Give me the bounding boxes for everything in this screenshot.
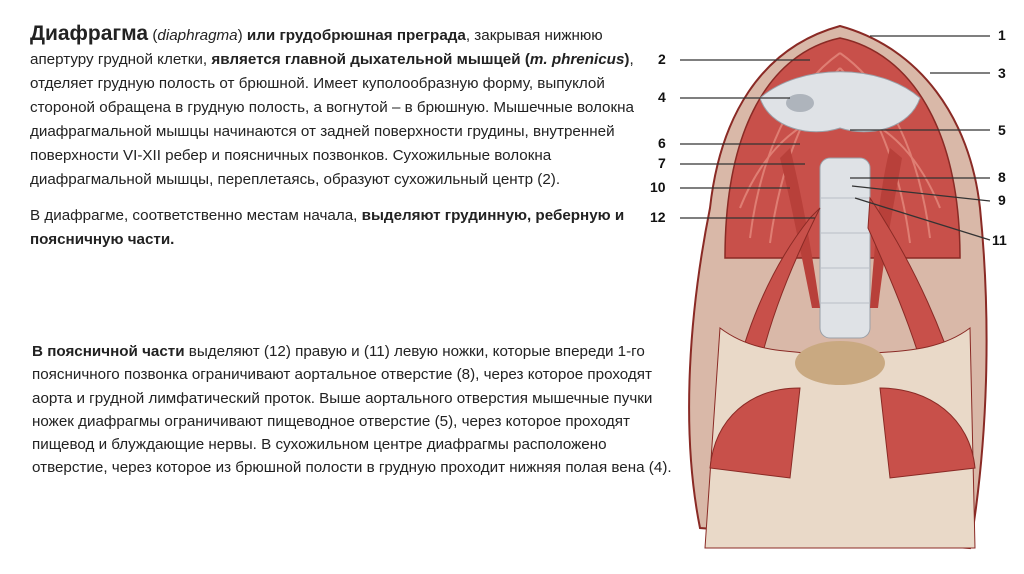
label-1: 1 (998, 27, 1006, 43)
text-column (30, 22, 640, 252)
label-7: 7 (658, 155, 666, 171)
latin-paren-close: ) (237, 27, 243, 44)
label-4: 4 (658, 89, 666, 105)
label-9: 9 (998, 192, 1006, 208)
intro-bold-close: ) (624, 51, 630, 68)
intro-bold-1: является главной дыхательной мышцей ( (211, 51, 530, 68)
label-12: 12 (650, 209, 666, 225)
lumbar-bold: В поясничной части (32, 343, 185, 360)
label-10: 10 (650, 179, 666, 195)
parts-bold: выделяют грудинную, реберную и поясничную части. (30, 207, 625, 248)
paragraph-lumbar-part (32, 340, 672, 480)
intro-latin-phrenicus: m. phrenicus (529, 51, 625, 68)
paragraph-parts (30, 204, 640, 252)
paragraph-diaphragm-intro (30, 22, 640, 192)
lumbar-text: выделяют (12) правую и (11) левую ножки, которые впереди 1-го поясничного позвонка ограничивают аортальное отверстие (8), через которое проходят аорта и грудной лимфатический проток. Выше аортального отверстия мышечные пучки ножек диафрагмы ограничивают пищеводное отверстие (5), через которое проходят пищевод и блуждающие нервы. В сухожильном центре диафрагмы расположено отверстие, через которое из брюшной полости в грудную проходит нижняя полая вена (4). (32, 343, 672, 477)
diaphragm-anatomy-drawing (640, 8, 1024, 568)
label-2: 2 (658, 51, 666, 67)
latin-paren-open: ( (148, 27, 158, 44)
heading-diaphragm: Диафрагма (30, 22, 149, 45)
intro-text-1: , закрывая нижнюю апертуру грудной клетки, (30, 27, 603, 68)
label-11: 11 (992, 232, 1007, 248)
label-3: 3 (998, 65, 1006, 81)
label-5: 5 (998, 122, 1006, 138)
intro-text-2: , отделяет грудную полость от брюшной. Имеет куполообразную форму, выпуклой стороной обращена в грудную полость, а вогнутой – в брюшную. Мышечные волокна диафрагмальной мышцы начинаются от задней поверхности грудины, внутренней поверхности VI-XII ребер и поясничных позвонков. Сухожильные волокна диафрагмальной мышцы, переплетаясь, образуют сухожильный центр (2). (30, 51, 634, 188)
sacral-area (795, 341, 885, 385)
latin-term: diaphragma (157, 27, 238, 44)
parts-text: В диафрагме, соответственно местам начала, (30, 207, 362, 224)
label-6: 6 (658, 135, 666, 151)
heading-rest: или грудобрюшная преграда (242, 27, 466, 44)
label-8: 8 (998, 169, 1006, 185)
spine (820, 158, 870, 338)
vena-cava-opening (786, 94, 814, 112)
diaphragm-illustration (640, 8, 1024, 568)
